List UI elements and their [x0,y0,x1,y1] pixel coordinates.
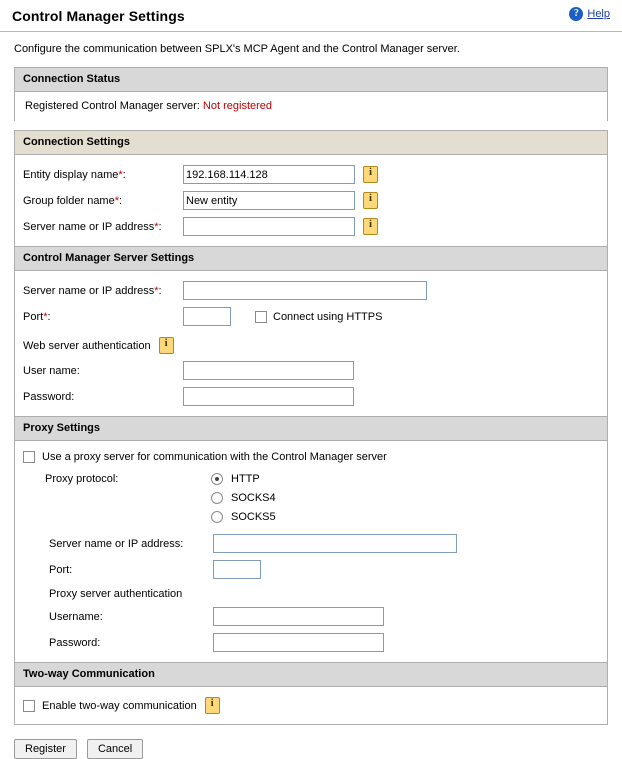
connection-status-heading: Connection Status [15,68,607,92]
help-link[interactable] [569,7,610,21]
cm-server-settings-heading: Control Manager Server Settings [15,247,607,271]
proxy-protocol-http-label: HTTP [231,473,260,485]
web-auth-row [23,337,599,354]
register-button[interactable]: Register [14,739,77,759]
cm-server-name-label: Server name or IP address*: [23,284,162,297]
page-header [0,0,622,32]
cm-server-name-row [23,281,599,300]
proxy-protocol-socks4-row [23,492,599,504]
connection-server-name-input[interactable] [183,217,355,236]
connection-settings-heading: Connection Settings [15,131,607,155]
entity-display-name-input[interactable] [183,165,355,184]
registered-server-value: Not registered [202,100,273,112]
cm-username-label: User name: [23,364,80,377]
web-auth-label: Web server authentication [23,339,151,352]
intro-text: Configure the communication between SPLX's MCP Agent and the Control Manager server. [14,43,460,55]
info-icon[interactable] [363,192,378,209]
proxy-auth-row [23,588,599,600]
proxy-settings-section [14,416,608,662]
cm-port-input[interactable] [183,307,231,326]
connect-https-label: Connect using HTTPS [273,310,383,323]
registered-server-label: Registered Control Manager server: [25,100,200,112]
info-icon[interactable] [363,218,378,235]
use-proxy-label: Use a proxy server for communication with the Control Manager server [42,451,387,463]
group-folder-name-label: Group folder name*: [23,194,123,207]
proxy-protocol-socks4-radio[interactable] [211,492,223,504]
proxy-username-label: Username: [49,610,103,623]
cm-port-row [23,307,599,326]
cm-username-row [23,361,599,380]
button-bar [14,739,622,759]
two-way-communication-section [14,662,608,725]
page-title: Control Manager Settings [12,8,185,24]
help-icon: ? [569,7,583,21]
use-proxy-checkbox[interactable] [23,451,35,463]
group-folder-name-input[interactable] [183,191,355,210]
proxy-username-input[interactable] [213,607,384,626]
cm-password-row [23,387,599,406]
connection-server-name-label: Server name or IP address*: [23,220,162,233]
proxy-auth-label: Proxy server authentication [49,588,183,600]
cm-server-settings-body [15,271,607,416]
proxy-password-row [23,633,599,652]
proxy-protocol-http-radio[interactable] [211,473,223,485]
spacer [0,121,622,130]
two-way-communication-heading: Two-way Communication [15,663,607,687]
connection-settings-section [14,130,608,246]
connection-settings-body [15,155,607,246]
entity-display-name-label: Entity display name*: [23,168,126,181]
connection-status-row [15,92,607,121]
proxy-username-row [23,607,599,626]
cm-password-input[interactable] [183,387,354,406]
proxy-settings-body [15,441,607,662]
proxy-protocol-socks5-label: SOCKS5 [231,511,276,523]
use-proxy-row [23,451,599,463]
proxy-password-input[interactable] [213,633,384,652]
proxy-server-row [23,534,599,553]
info-icon[interactable] [159,337,174,354]
cm-password-label: Password: [23,390,75,403]
info-icon[interactable] [205,697,220,714]
cm-server-settings-section [14,246,608,416]
proxy-protocol-socks4-label: SOCKS4 [231,492,276,504]
proxy-settings-heading: Proxy Settings [15,417,607,441]
two-way-communication-body [15,687,607,724]
cm-username-input[interactable] [183,361,354,380]
proxy-protocol-row [23,473,599,485]
entity-display-name-row [23,165,599,184]
proxy-protocol-label: Proxy protocol: [45,473,119,485]
enable-two-way-checkbox[interactable] [23,700,35,712]
proxy-password-label: Password: [49,636,101,649]
proxy-port-row [23,560,599,579]
proxy-port-label: Port: [49,563,73,576]
proxy-protocol-socks5-row [23,511,599,523]
info-icon[interactable] [363,166,378,183]
proxy-port-input[interactable] [213,560,261,579]
connection-server-name-row [23,217,599,236]
connect-https-checkbox[interactable] [255,311,267,323]
enable-two-way-row [23,697,599,714]
cm-server-name-input[interactable] [183,281,427,300]
proxy-protocol-socks5-radio[interactable] [211,511,223,523]
connection-status-section [14,67,608,121]
enable-two-way-label: Enable two-way communication [42,699,197,712]
group-folder-name-row [23,191,599,210]
proxy-server-input[interactable] [213,534,457,553]
cancel-button[interactable]: Cancel [87,739,143,759]
cm-port-label: Port*: [23,310,51,323]
proxy-server-label: Server name or IP address: [49,537,184,550]
help-label: Help [587,8,610,20]
